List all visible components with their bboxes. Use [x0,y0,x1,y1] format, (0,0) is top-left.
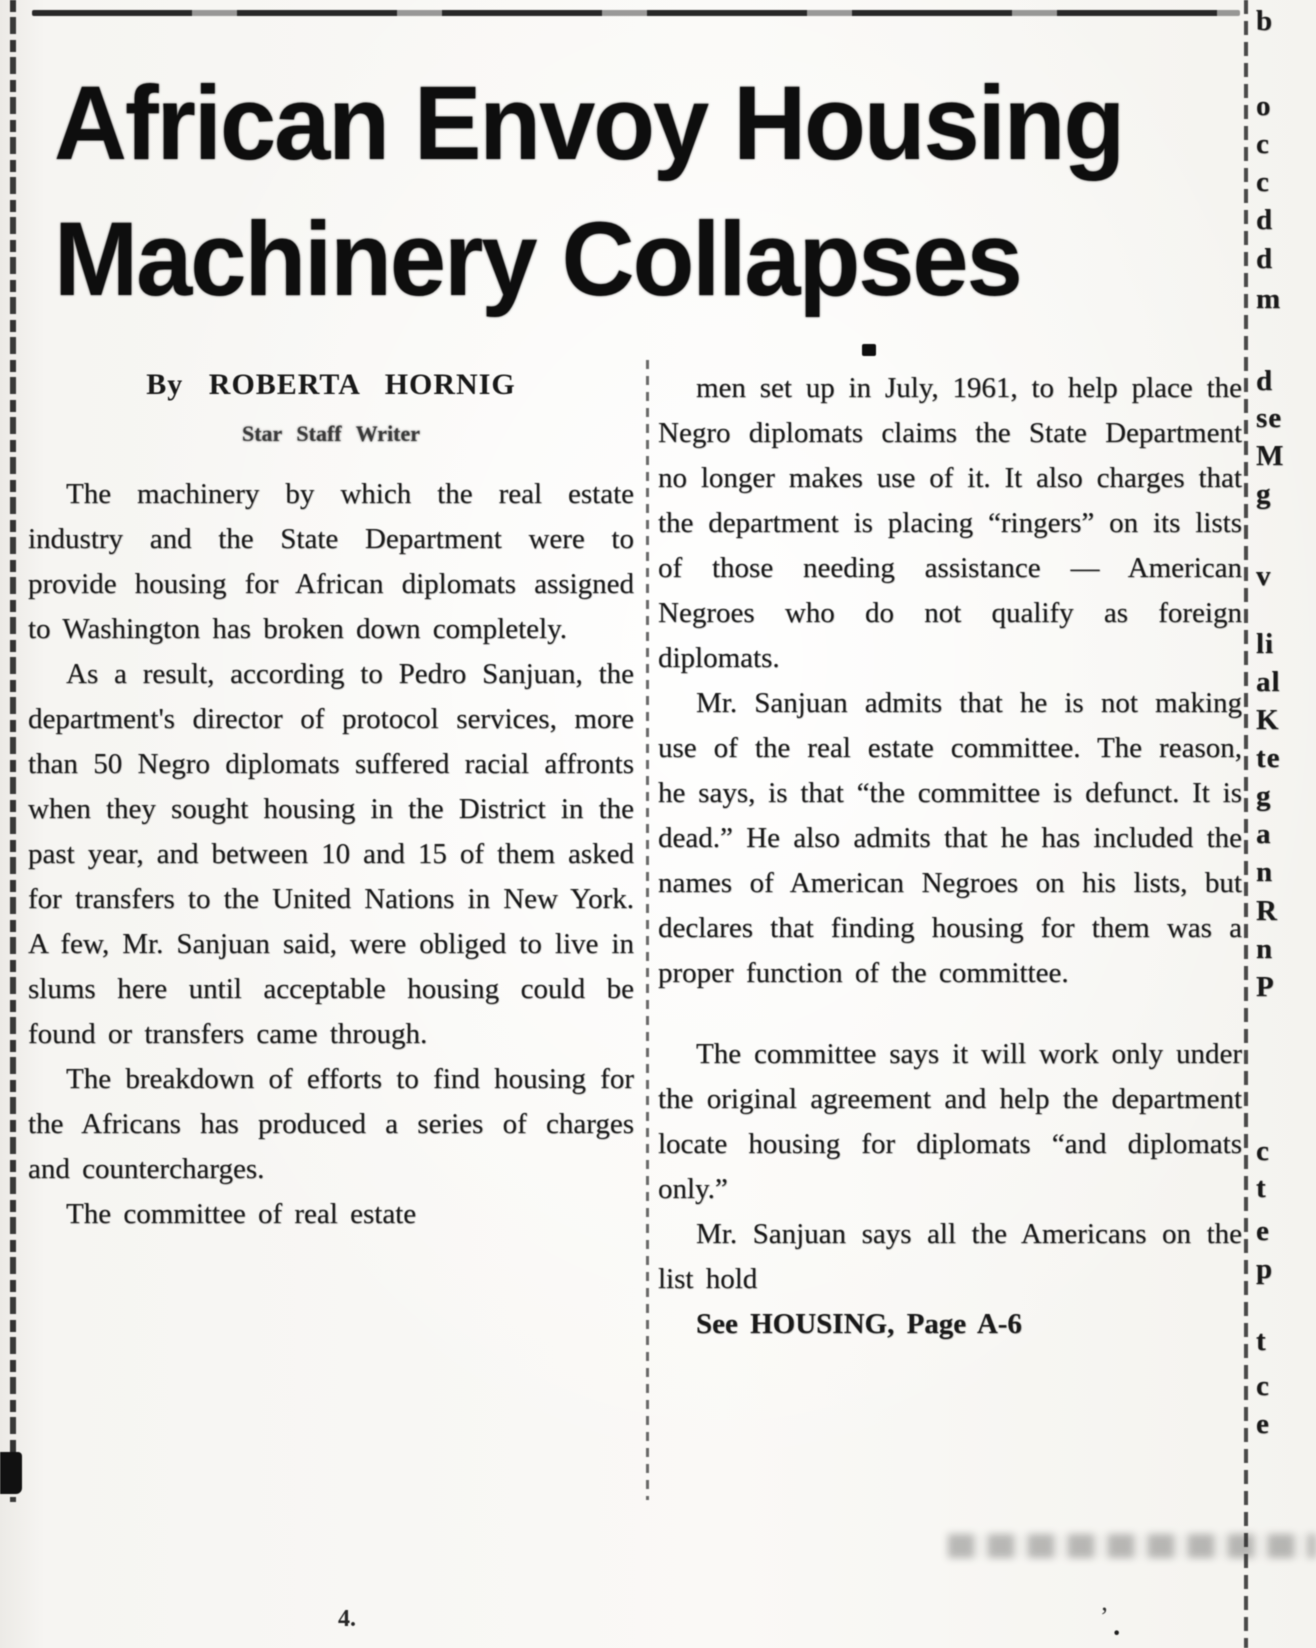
ink-dot-artifact [862,344,876,356]
top-horizontal-rule [32,10,1240,16]
edge-fragment: c [1256,128,1270,160]
edge-fragment: b [1256,5,1274,37]
edge-fragment: d [1256,243,1274,275]
edge-fragment: o [1256,90,1272,122]
edge-fragment: n [1256,856,1274,888]
paragraph: The committee of real estate [66,1198,417,1230]
paragraph: men set up in July, 1961, to help place the Negro diplomats claims the State Department no longer makes use of it. It also charges that the department is placing “ringers” on its lists of those needing assistance — American Negroes who do not qualify as foreign diplomats. [658,372,1242,674]
edge-fragment: d [1256,204,1274,236]
edge-fragment: g [1256,780,1272,812]
edge-fragment: al [1256,666,1281,698]
edge-fragment: m [1256,283,1282,315]
edge-fragment: M [1256,440,1285,472]
edge-fragment: t [1256,1172,1267,1204]
edge-fragment: li [1256,628,1275,660]
right-column-separator-rule [1244,0,1248,1648]
edge-fragments [1256,0,1316,1648]
edge-fragment: e [1256,1408,1270,1440]
ink-blob-artifact [0,1452,22,1494]
edge-fragment: c [1256,1370,1270,1402]
edge-fragment: p [1256,1253,1274,1285]
edge-fragment: g [1256,478,1272,510]
article-column-2 [658,366,1242,1347]
edge-fragment: v [1256,560,1272,592]
paragraph: The machinery by which the real estate industry and the State Department were to provide housing for African diplomats assigned to Washington has broken down completely. [28,478,634,645]
stray-speck: ’ [1100,1602,1109,1631]
torn-edge-left-rule [10,0,16,1502]
article-column-1 [28,360,634,1237]
edge-fragment: d [1256,365,1274,397]
bottom-stray-mark: 4. [338,1606,356,1632]
paragraph: The breakdown of efforts to find housing for the Africans has produced a series of charges and countercharges. [28,1063,634,1185]
paragraph: Mr. Sanjuan admits that he is not making use of the real estate committee. The reason, he says, is that “the committee is defunct. It is dead.” He also admits that he has included the names of American Negroes on his lists, but declares that finding housing for them was a proper function of the committee. [658,687,1242,989]
stray-speck: · [1112,1618,1122,1648]
edge-fragment: c [1256,1135,1270,1167]
column-separator-rule [646,360,649,1500]
edge-fragment: t [1256,1325,1267,1357]
paragraph: The committee says it will work only under the original agreement and help the department locate housing for diplomats “and diplomats only.” [658,1038,1242,1205]
article-headline [54,56,1210,329]
paragraph: As a result, according to Pedro Sanjuan, the department's director of protocol services, more than 50 Negro diplomats suffered racial affronts when they sought housing in the District in the past year, and between 10 and 15 of them asked for transfers to the United Nations in New York. A few, Mr. Sanjuan said, were obliged to live in slums here until acceptable housing could be found or transfers came through. [28,658,634,1050]
edge-fragment: e [1256,1215,1270,1247]
edge-fragment: n [1256,933,1274,965]
paragraph: Mr. Sanjuan says all the Americans on the list hold [658,1218,1242,1295]
edge-fragment: se [1256,402,1283,434]
byline: By ROBERTA HORNIG [146,368,516,401]
edge-fragment: K [1256,704,1280,736]
headline-line-2: Machinery Collapses [54,201,1021,319]
edge-fragment: te [1256,742,1281,774]
edge-fragment: R [1256,895,1278,927]
byline-title: Star Staff Writer [241,421,421,446]
edge-fragment: c [1256,166,1270,198]
headline-line-1: African Envoy Housing [54,65,1124,182]
edge-fragment: a [1256,818,1272,850]
edge-fragment: P [1256,971,1275,1003]
continuation-reference: See HOUSING, Page A-6 [696,1308,1022,1340]
